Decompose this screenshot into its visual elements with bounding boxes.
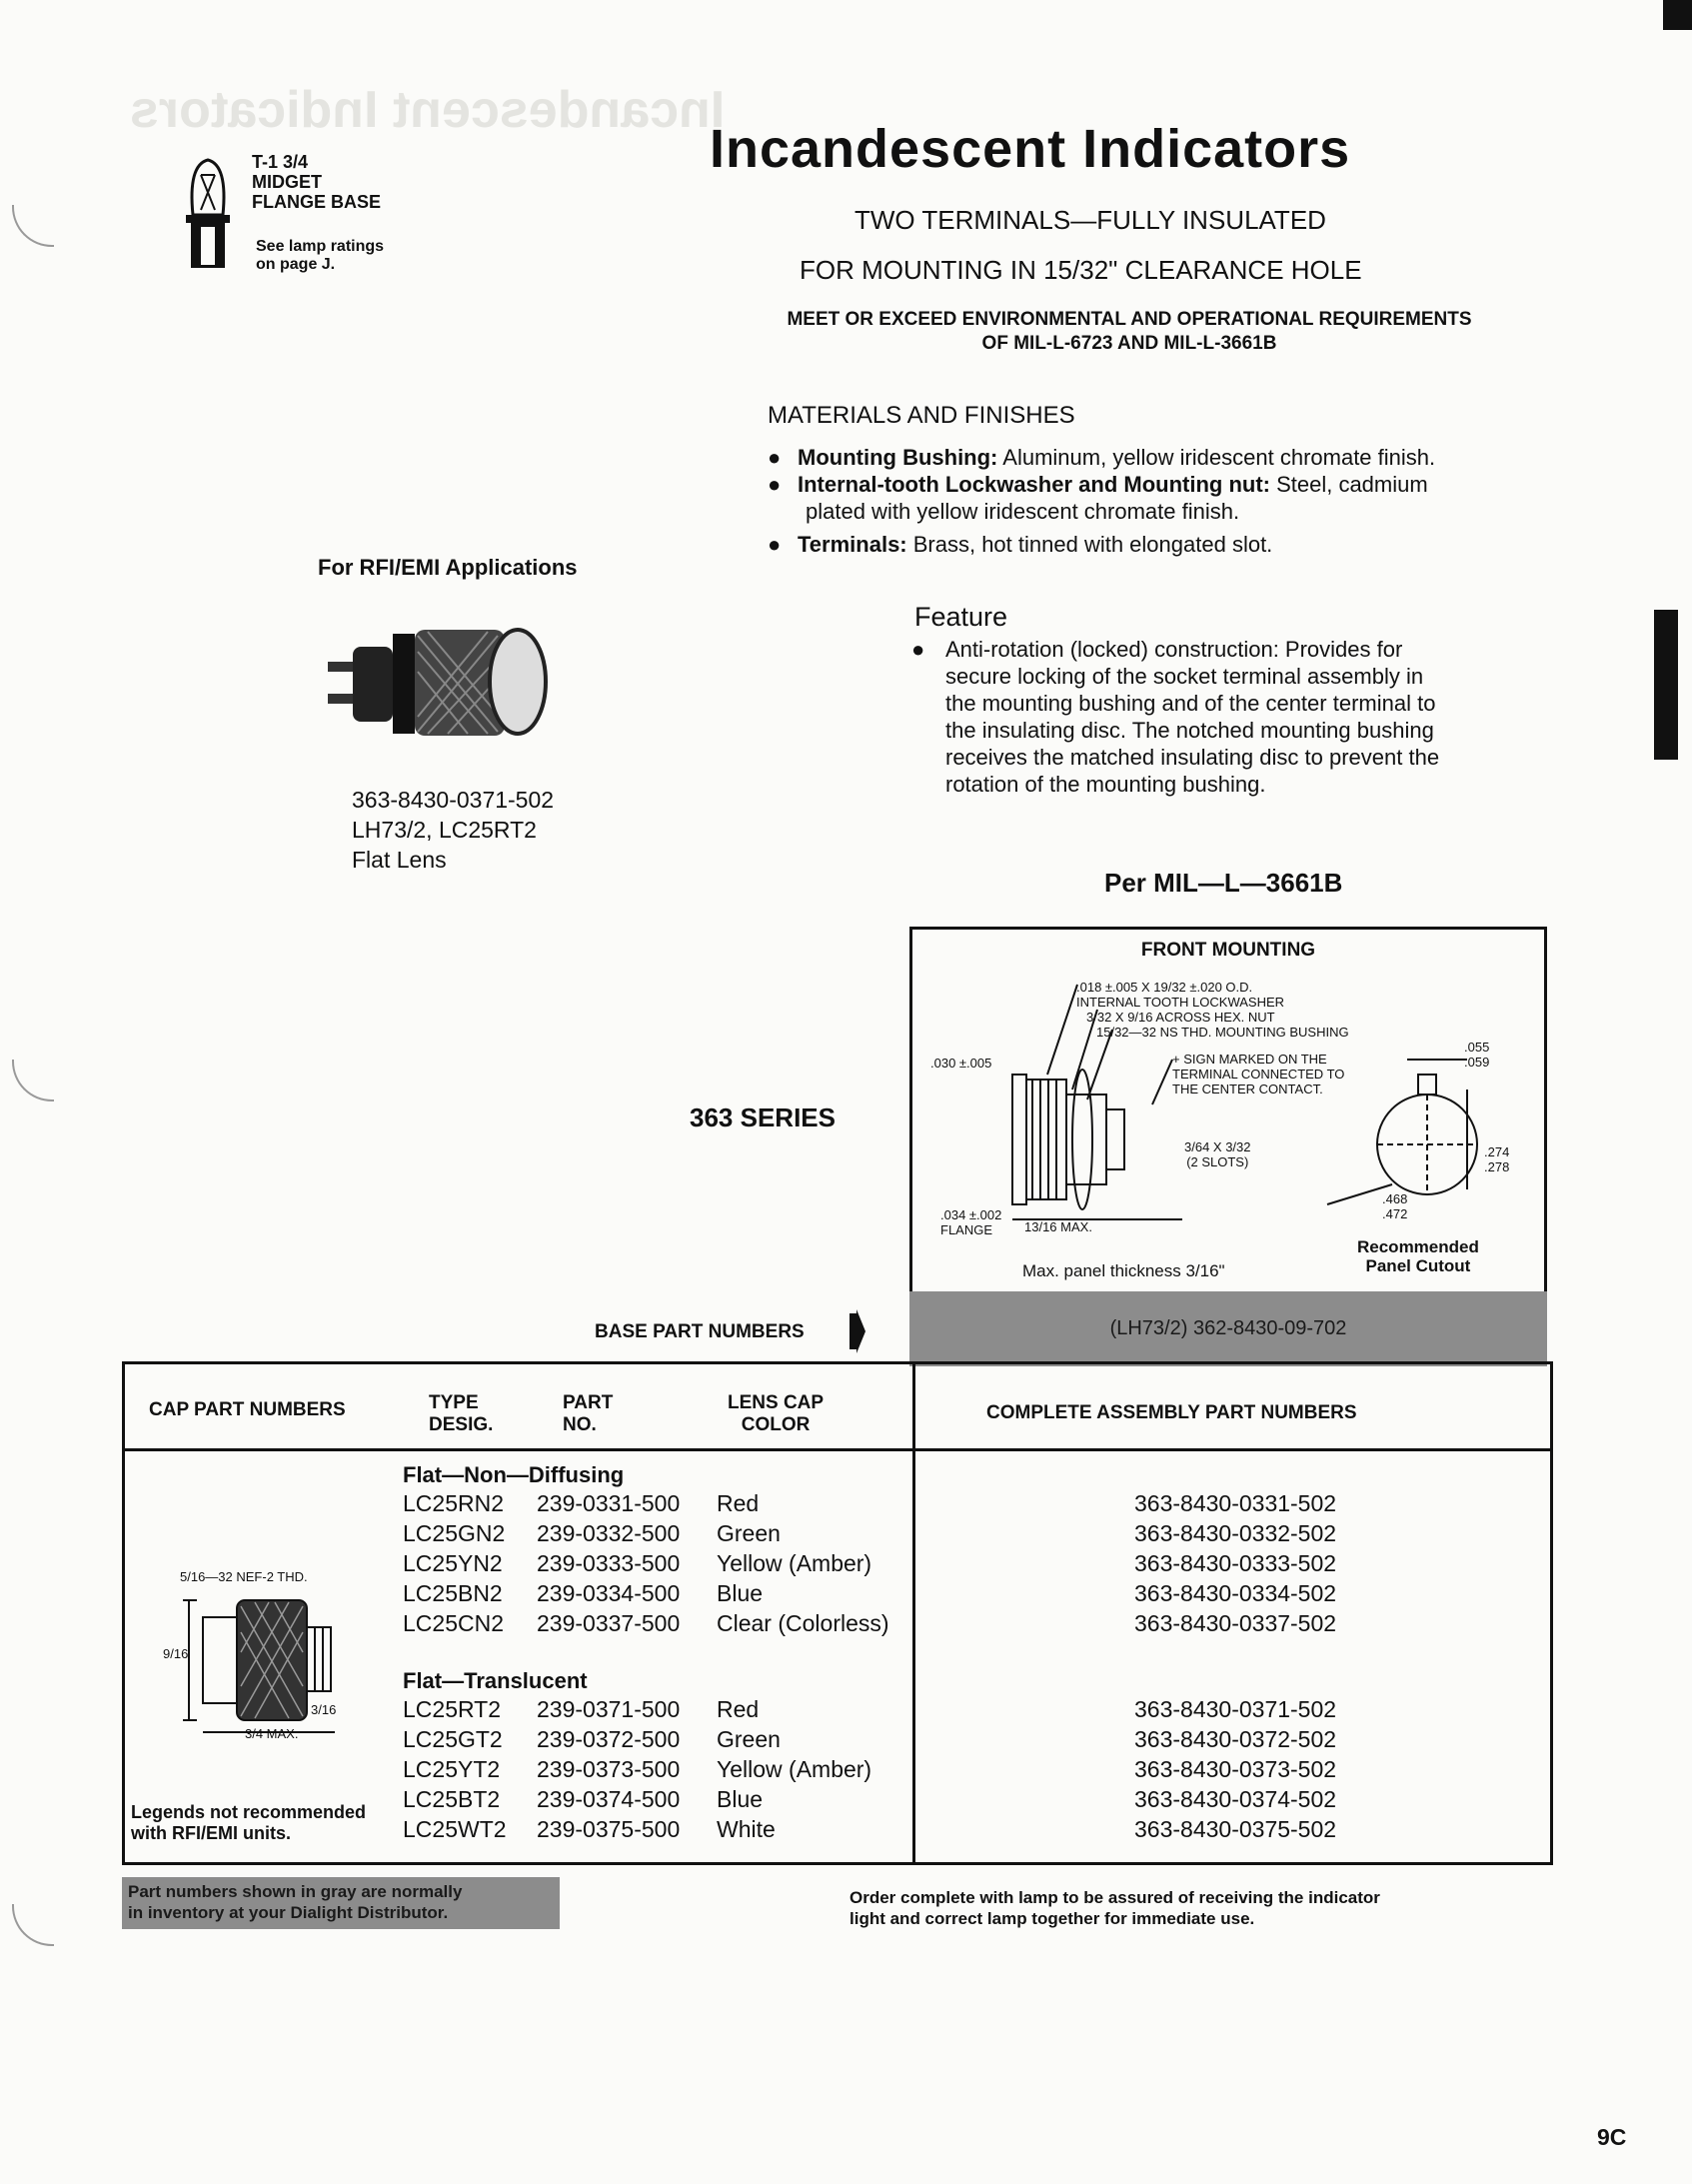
base-part-label: BASE PART NUMBERS xyxy=(595,1321,805,1342)
callout-hexnut: 3/32 X 9/16 ACROSS HEX. NUT xyxy=(1086,1010,1275,1025)
base-part-number: (LH73/2) 362-8430-09-702 xyxy=(1109,1317,1347,1339)
legend-note-line: Legends not recommended xyxy=(131,1802,367,1822)
callout-bushing: 15/32—32 NS THD. MOUNTING BUSHING xyxy=(1096,1025,1349,1040)
rfi-heading: For RFI/EMI Applications xyxy=(318,555,578,580)
table-row: LC25RT2 239-0371-500 Red 363-8430-0371-502 xyxy=(403,1696,1337,1722)
inventory-note xyxy=(122,1877,560,1929)
feature-text xyxy=(911,636,1529,798)
arrow-right-icon xyxy=(847,1309,865,1358)
binding-hole-mark xyxy=(12,1904,54,1946)
bleed-through-text: Incandescent Indicators xyxy=(130,81,726,139)
subtitle-mounting: FOR MOUNTING IN 15/32" CLEARANCE HOLE xyxy=(800,255,1362,285)
callout-diameter xyxy=(1382,1191,1407,1221)
order-note-line: Order complete with lamp to be assured of receiving the indicator xyxy=(849,1888,1380,1907)
callout-flange-line: FLANGE xyxy=(940,1222,993,1237)
cap-drawing xyxy=(175,1582,345,1742)
top-right-mark xyxy=(1663,0,1692,30)
panel-cutout-label xyxy=(1357,1237,1479,1275)
rfi-part-number: 363-8430-0371-502 xyxy=(352,787,555,813)
feature-line: the insulating disc. The notched mounting bushing xyxy=(945,718,1434,743)
cap-max-label: 3/4 MAX. xyxy=(245,1726,299,1741)
rfi-lens: Flat Lens xyxy=(352,847,447,873)
table-row: LC25BT2 239-0374-500 Blue 363-8430-0374-502 xyxy=(403,1786,1337,1812)
header-part-line: NO. xyxy=(563,1414,597,1435)
front-mounting-diagram xyxy=(909,927,1547,1297)
header-part-no xyxy=(563,1392,613,1436)
group-rows xyxy=(403,1488,1532,1638)
legend-note xyxy=(131,1802,366,1844)
feature-line: secure locking of the socket terminal assembly in xyxy=(945,664,1424,689)
series-label: 363 SERIES xyxy=(690,1102,836,1132)
table-row: LC25GN2 239-0332-500 Green 363-8430-0332-502 xyxy=(403,1520,1337,1546)
header-lens-line: LENS CAP xyxy=(728,1392,825,1413)
cap-thread-label: 5/16—32 NEF-2 THD. xyxy=(180,1569,308,1584)
panel-cutout-line: Recommended xyxy=(1357,1237,1479,1256)
lamp-line: T-1 3/4 xyxy=(252,152,309,172)
callout-diameter-line: .472 xyxy=(1382,1206,1408,1221)
callout-flange-line: .034 ±.002 xyxy=(940,1207,1002,1222)
header-lens-color xyxy=(728,1392,824,1436)
header-type-line: TYPE xyxy=(429,1392,479,1413)
callout-key-line: .055 xyxy=(1464,1040,1490,1055)
spec-label: Per MIL—L—3661B xyxy=(1104,868,1343,898)
feature-line: Anti-rotation (locked) construction: Provides for xyxy=(945,637,1403,662)
lamp-line: FLANGE BASE xyxy=(252,192,382,212)
header-lens-line: COLOR xyxy=(741,1414,811,1435)
materials-item-cont: plated with yellow iridescent chromate finish. xyxy=(806,499,1240,524)
requirements xyxy=(700,308,1559,356)
lamp-note xyxy=(256,238,384,274)
group-heading: Flat—Translucent xyxy=(403,1668,588,1693)
callout-lockwasher-name: INTERNAL TOOTH LOCKWASHER xyxy=(1076,995,1285,1010)
header-part-line: PART xyxy=(563,1392,614,1413)
binding-hole-mark xyxy=(12,1060,54,1101)
legend-note-line: with RFI/EMI units. xyxy=(131,1823,291,1843)
feature-item: ● Anti-rotation (locked) construction: Provides for secure locking of the socket terminal assembly in the mounting bushing and of the center terminal to the insulating disc. The notched mounting bushing receives the matched insulating disc to prevent the rotation of the mounting bushing. xyxy=(911,636,1529,798)
binding-hole-mark xyxy=(12,205,54,247)
requirements-line: OF MIL-L-6723 AND MIL-L-3661B xyxy=(981,333,1277,354)
panel-thickness-note: Max. panel thickness 3/16" xyxy=(1022,1261,1225,1280)
header-cap-part-numbers: CAP PART NUMBERS xyxy=(149,1399,346,1420)
callout-sign-line: THE CENTER CONTACT. xyxy=(1172,1082,1323,1096)
callout-diameter-line: .468 xyxy=(1382,1191,1408,1206)
table-row: LC25BN2 239-0334-500 Blue 363-8430-0334-502 xyxy=(403,1580,1337,1606)
lamp-note-line: See lamp ratings xyxy=(256,238,385,255)
callout-sign-line: TERMINAL CONNECTED TO xyxy=(1172,1067,1345,1082)
order-note-line: light and correct lamp together for immediate use. xyxy=(849,1909,1255,1928)
callout-sign-line: + SIGN MARKED ON THE xyxy=(1172,1052,1327,1067)
materials-item: ● Terminals: Brass, hot tinned with elongated slot. xyxy=(768,532,1273,557)
feature-line: rotation of the mounting bushing. xyxy=(945,772,1266,797)
diagram-title: FRONT MOUNTING xyxy=(1140,940,1316,961)
materials-list xyxy=(768,444,1557,558)
part-number-table xyxy=(122,1361,1553,1865)
rfi-models: LH73/2, LC25RT2 xyxy=(352,817,537,843)
header-assembly: COMPLETE ASSEMBLY PART NUMBERS xyxy=(986,1402,1357,1423)
base-part-number-band xyxy=(909,1291,1547,1366)
materials-item: ● Internal-tooth Lockwasher and Mounting nut: Steel, cadmium xyxy=(768,472,1428,497)
table-header-rule xyxy=(125,1448,1550,1451)
lamp-note-line: on page J. xyxy=(256,256,336,273)
page-number: 9C xyxy=(1597,2124,1627,2150)
callout-max-length: 13/16 MAX. xyxy=(1024,1219,1092,1234)
callout-flat xyxy=(1484,1144,1509,1174)
table-row: LC25RN2 239-0331-500 Red 363-8430-0331-502 xyxy=(403,1490,1337,1516)
side-tab-mark xyxy=(1654,610,1678,760)
order-note xyxy=(849,1887,1380,1929)
rfi-caption xyxy=(352,785,554,875)
feature-line: receives the matched insulating disc to prevent the xyxy=(945,745,1440,770)
table-row: LC25GT2 239-0372-500 Green 363-8430-0372-502 xyxy=(403,1726,1337,1752)
feature-heading: Feature xyxy=(914,602,1008,632)
group-heading: Flat—Non—Diffusing xyxy=(403,1462,625,1487)
table-row: LC25WT2 239-0375-500 White 363-8430-0375-502 xyxy=(403,1816,1337,1842)
materials-heading: MATERIALS AND FINISHES xyxy=(768,402,1075,429)
indicator-photo xyxy=(318,622,598,742)
callout-lockwasher: .018 ±.005 X 19/32 ±.020 O.D. xyxy=(1076,980,1253,995)
lamp-type xyxy=(252,152,381,212)
table-row: LC25YN2 239-0333-500 Yellow (Amber) 363-8430-0333-502 xyxy=(403,1550,1337,1576)
subtitle-terminals: TWO TERMINALS—FULLY INSULATED xyxy=(854,205,1326,235)
callout-slots-line: (2 SLOTS) xyxy=(1186,1154,1249,1169)
lamp-line: MIDGET xyxy=(252,172,322,192)
callout-flat-line: .274 xyxy=(1484,1144,1510,1159)
panel-cutout-line: Panel Cutout xyxy=(1365,1256,1471,1275)
inventory-note-line: in inventory at your Dialight Distributor. xyxy=(128,1903,449,1922)
header-type xyxy=(429,1392,493,1436)
lamp-icon xyxy=(183,155,233,280)
feature-line: the mounting bushing and of the center terminal to xyxy=(945,691,1436,716)
cap-depth-label: 3/16 xyxy=(311,1702,337,1717)
callout-flat-line: .278 xyxy=(1484,1159,1510,1174)
group-rows xyxy=(403,1694,1532,1844)
materials-item: ● Mounting Bushing: Aluminum, yellow iridescent chromate finish. xyxy=(768,445,1436,470)
callout-washer-thickness: .030 ±.005 xyxy=(930,1056,992,1071)
table-row: LC25CN2 239-0337-500 Clear (Colorless) 363-8430-0337-502 xyxy=(403,1610,1337,1636)
page-title: Incandescent Indicators xyxy=(710,119,1351,179)
table-row: LC25YT2 239-0373-500 Yellow (Amber) 363-8430-0373-502 xyxy=(403,1756,1337,1782)
callout-key-line: .059 xyxy=(1464,1055,1490,1070)
callout-slots-line: 3/64 X 3/32 xyxy=(1184,1139,1251,1154)
inventory-note-line: Part numbers shown in gray are normally xyxy=(128,1882,463,1901)
header-type-line: DESIG. xyxy=(429,1414,494,1435)
requirements-line: MEET OR EXCEED ENVIRONMENTAL AND OPERATIONAL REQUIREMENTS xyxy=(787,309,1472,330)
cap-height-label: 9/16 xyxy=(163,1646,189,1661)
callout-key xyxy=(1464,1040,1489,1070)
